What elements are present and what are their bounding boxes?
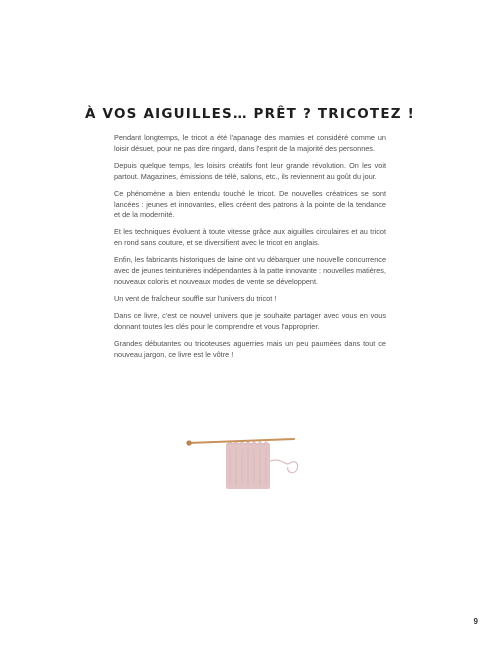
paragraph: Ce phénomène a bien entendu touché le tricot. De nouvelles créatrices se sont lancées : jeunes et innovantes, elles créent des patrons à la pointe de la tendance et de la modernité. (114, 188, 386, 220)
knitting-swatch-icon (186, 431, 304, 493)
paragraph: Enfin, les fabricants historiques de laine ont vu débarquer une nouvelle concurrence avec de jeunes teinturières indépendantes à la patte innovante : nouvelles matières, nouveaux coloris et nouveaux modes de vente se développent. (114, 255, 386, 286)
page-number: 9 (473, 617, 478, 626)
paragraph: Depuis quelque temps, les loisirs créatifs font leur grande révolution. On les voit partout. Magazines, émissions de télé, salons, etc., ils reviennent au goût du jour. (114, 160, 386, 181)
paragraph: Un vent de fraîcheur souffle sur l'univers du tricot ! (114, 293, 277, 303)
paragraph: Et les techniques évoluent à toute vitesse grâce aux aiguilles circulaires et au tricot en rond sans couture, et se diversifient avec le tricot en anglais. (114, 227, 386, 248)
page-title: À VOS AIGUILLES… PRÊT ? TRICOTEZ ! (85, 106, 415, 122)
paragraph: Dans ce livre, c'est ce nouvel univers que je souhaite partager avec vous en vous donnant toutes les clés pour le comprendre et vous l'approprier. (114, 311, 386, 331)
body-text (114, 133, 386, 367)
paragraph: Pendant longtemps, le tricot a été l'apanage des mamies et considéré comme un loisir désuet, pour ne pas dire ringard, dans l'esprit de la majorité des personnes. (114, 133, 386, 153)
needle-knob (186, 440, 191, 445)
paragraph: Grandes débutantes ou tricoteuses aguerries mais un peu paumées dans tout ce nouveau jargon, ce livre est le vôtre ! (114, 339, 386, 359)
yarn-tail (270, 460, 298, 473)
